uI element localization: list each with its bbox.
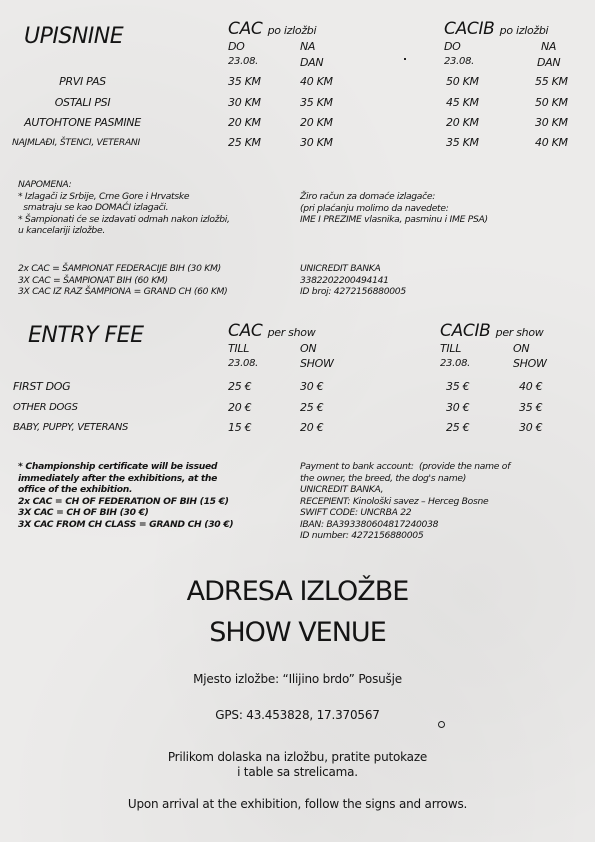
- cacib-head: CACIB: [440, 321, 491, 341]
- upisnine-cell: 55 KM: [535, 75, 568, 88]
- col-show-2: SHOW: [513, 357, 547, 370]
- entry-cell: 30 €: [519, 421, 543, 434]
- col-date-1: 23.08.: [228, 358, 259, 369]
- col-dan-1: DAN: [300, 56, 324, 69]
- upisnine-cell: 30 KM: [535, 116, 568, 129]
- col-do-2: DO: [444, 40, 461, 53]
- upisnine-cell: 40 KM: [300, 75, 333, 88]
- upisnine-cell: 40 KM: [535, 136, 568, 149]
- upisnine-cell: 20 KM: [228, 116, 261, 129]
- entry-row-label: BABY, PUPPY, VETERANS: [13, 422, 129, 433]
- upisnine-cell: 20 KM: [300, 116, 333, 129]
- entry-cac-header: [228, 321, 315, 341]
- entry-cell: 35 €: [446, 380, 470, 393]
- cac-head: CAC: [228, 19, 263, 39]
- entry-note: * Championship certificate will be issued immediately after the exhibitions, at the office of the exhibition. 2x CAC = CH OF FEDERATION OF BIH (15 €) 3X CAC = CH OF BIH (30 €) 3X CAC FROM CH CLASS = GRAND CH (30 €): [18, 461, 234, 530]
- col-dan-2: DAN: [537, 56, 561, 69]
- entry-cell: 25 €: [446, 421, 470, 434]
- entry-cell: 25 €: [228, 380, 252, 393]
- cac-head: CAC: [228, 321, 263, 341]
- entry-title: ENTRY FEE: [28, 323, 144, 348]
- upisnine-row-label: NAJMLAĐI, ŠTENCI, VETERANI: [12, 137, 140, 148]
- upisnine-row-label: OSTALI PSI: [54, 96, 111, 109]
- upisnine-bank-note: Žiro račun za domaće izlagače: (pri plaćanju molimo da navedete: IME I PREZIME vlasnika, pasminu i IME PSA): [300, 191, 488, 225]
- col-do-1: DO: [228, 40, 245, 53]
- upisnine-cell: 35 KM: [300, 96, 333, 109]
- venue-directions-hr-2: i table sa strelicama.: [237, 765, 358, 779]
- col-till-1: TILL: [228, 342, 250, 355]
- entry-cell: 35 €: [519, 401, 543, 414]
- cac-sub: po izložbi: [267, 24, 317, 37]
- entry-cell: 30 €: [300, 380, 324, 393]
- upisnine-cell: 45 KM: [446, 96, 479, 109]
- cacib-head: CACIB: [444, 19, 495, 39]
- col-till-2: TILL: [440, 342, 462, 355]
- venue-title-en: SHOW VENUE: [209, 617, 386, 648]
- upisnine-championships: 2x CAC = ŠAMPIONAT FEDERACIJE BIH (30 KM) 3X CAC = ŠAMPIONAT BIH (60 KM) 3X CAC IZ RAZ ŠAMPIONA = GRAND CH (60 KM): [18, 263, 228, 297]
- entry-cell: 20 €: [300, 421, 324, 434]
- upisnine-cell: 50 KM: [535, 96, 568, 109]
- entry-cell: 20 €: [228, 401, 252, 414]
- col-on-2: ON: [513, 342, 530, 355]
- col-show-1: SHOW: [300, 357, 334, 370]
- entry-cell: 40 €: [519, 380, 543, 393]
- upisnine-row-label: PRVI PAS: [59, 75, 106, 88]
- cacib-sub: po izložbi: [499, 24, 549, 37]
- col-na-2: NA: [541, 40, 557, 53]
- col-date-2: 23.08.: [440, 358, 471, 369]
- entry-row-label: FIRST DOG: [13, 380, 71, 393]
- upisnine-cell: 20 KM: [446, 116, 479, 129]
- upisnine-cell: 35 KM: [228, 75, 261, 88]
- entry-cacib-header: [440, 321, 543, 341]
- upisnine-cell: 50 KM: [446, 75, 479, 88]
- col-na-1: NA: [300, 40, 316, 53]
- upisnine-cell: 30 KM: [228, 96, 261, 109]
- upisnine-note: NAPOMENA: * Izlagači iz Srbije, Crne Gore i Hrvatske smatraju se kao DOMAĆI izlagači. * Šampionati će se izdavati odmah nakon izložbi, u kancelariji izložbe.: [18, 179, 230, 236]
- upisnine-cell: 30 KM: [300, 136, 333, 149]
- col-on-1: ON: [300, 342, 317, 355]
- venue-directions-en: Upon arrival at the exhibition, follow the signs and arrows.: [127, 797, 468, 811]
- dot-mark: [404, 58, 406, 60]
- entry-cell: 15 €: [228, 421, 252, 434]
- entry-cell: 30 €: [446, 401, 470, 414]
- venue-gps: GPS: 43.453828, 17.370567: [215, 708, 380, 722]
- col-date-2: 23.08.: [444, 56, 475, 67]
- entry-cell: 25 €: [300, 401, 324, 414]
- upisnine-bank-details: UNICREDIT BANKA 3382202200494141 ID broj: 4272156880005: [300, 263, 406, 297]
- upisnine-title: UPISNINE: [24, 24, 124, 49]
- upisnine-cell: 35 KM: [446, 136, 479, 149]
- cac-sub: per show: [267, 326, 316, 339]
- col-date-1: 23.08.: [228, 56, 259, 67]
- upisnine-cac-header: [228, 19, 316, 39]
- cacib-sub: per show: [495, 326, 544, 339]
- upisnine-row-label: AUTOHTONE PASMINE: [24, 116, 141, 129]
- entry-row-label: OTHER DOGS: [13, 402, 78, 413]
- upisnine-cell: 25 KM: [228, 136, 261, 149]
- location-marker-icon: [438, 721, 445, 728]
- entry-bank-details: Payment to bank account: (provide the name of the owner, the breed, the dog's name) UNICREDIT BANKA, RECEPIENT: Kinološki savez – Herceg Bosne SWIFT CODE: UNCRBA 22 IBAN: BA393380604817240038 ID number: 4272156880005: [300, 461, 511, 541]
- venue-directions-hr-1: Prilikom dolaska na izložbu, pratite putokaze: [167, 750, 428, 764]
- venue-place: Mjesto izložbe: “Ilijino brdo” Posušje: [193, 672, 402, 686]
- venue-title-hr: ADRESA IZLOŽBE: [186, 576, 409, 607]
- upisnine-cacib-header: [444, 19, 548, 39]
